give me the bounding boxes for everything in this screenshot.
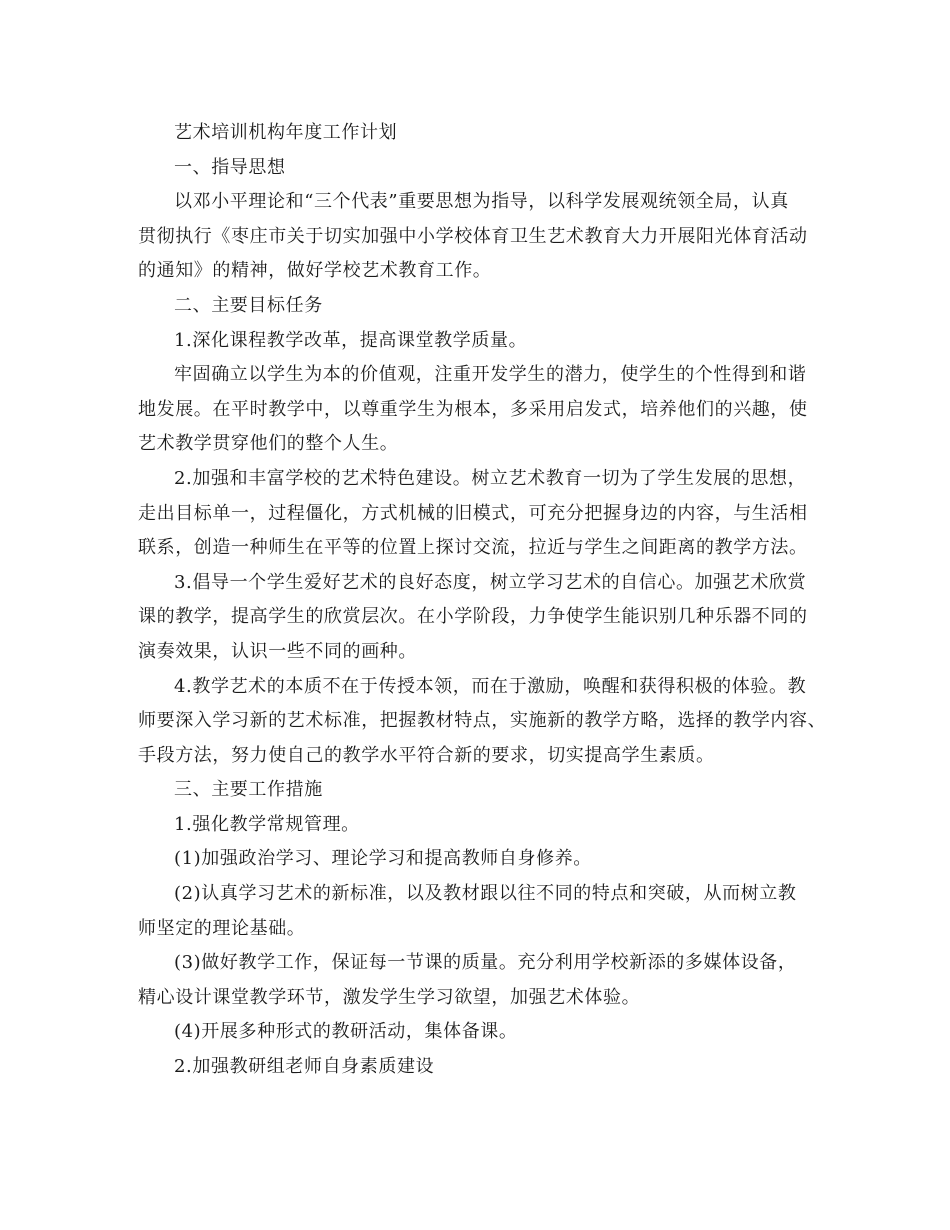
text-line: (1)加强政治学习、理论学习和提高教师自身修养。 bbox=[174, 848, 592, 870]
text-line: 的通知》的精神，做好学校艺术教育工作。 bbox=[138, 260, 492, 282]
text-line: 艺术教学贯穿他们的整个人生。 bbox=[138, 433, 399, 455]
text-line: 地发展。在平时教学中，以尊重学生为根本，多采用启发式，培养他们的兴趣，使 bbox=[138, 398, 808, 420]
text-line: 精心设计课堂教学环节，激发学生学习欲望，加强艺术体验。 bbox=[138, 986, 641, 1008]
text-line: 3.倡导一个学生爱好艺术的良好态度，树立学习艺术的自信心。加强艺术欣赏 bbox=[174, 571, 807, 593]
text-line: 课的教学，提高学生的欣赏层次。在小学阶段，力争使学生能识别几种乐器不同的 bbox=[138, 606, 808, 628]
text-line: 贯彻执行《枣庄市关于切实加强中小学校体育卫生艺术教育大力开展阳光体育活动 bbox=[138, 225, 808, 247]
text-line: 以邓小平理论和“三个代表”重要思想为指导，以科学发展观统领全局，认真 bbox=[174, 191, 789, 213]
text-line: 师要深入学习新的艺术标准，把握教材特点，实施新的教学方略，选择的教学内容、 bbox=[138, 710, 827, 732]
text-line: 1.深化课程教学改革，提高课堂教学质量。 bbox=[174, 329, 528, 351]
text-line: 联系，创造一种师生在平等的位置上探讨交流，拉近与学生之间距离的教学方法。 bbox=[138, 537, 808, 559]
text-line: 一、指导思想 bbox=[174, 156, 286, 178]
document-page bbox=[138, 116, 828, 1085]
text-line: 三、主要工作措施 bbox=[174, 779, 323, 801]
text-line: 手段方法，努力使自己的教学水平符合新的要求，切实提高学生素质。 bbox=[138, 744, 715, 766]
text-line: 二、主要目标任务 bbox=[174, 294, 323, 316]
text-line: (2)认真学习艺术的新标准，以及教材跟以往不同的特点和突破，从而树立教 bbox=[174, 883, 797, 905]
text-line: (3)做好教学工作，保证每一节课的质量。充分利用学校新添的多媒体设备， bbox=[174, 952, 797, 974]
text-line: 走出目标单一，过程僵化，方式机械的旧模式，可充分把握身边的内容，与生活相 bbox=[138, 502, 808, 524]
text-line: 2.加强教研组老师自身素质建设 bbox=[174, 1056, 435, 1078]
text-line: 2.加强和丰富学校的艺术特色建设。树立艺术教育一切为了学生发展的思想， bbox=[174, 467, 807, 489]
text-line: (4)开展多种形式的教研活动，集体备课。 bbox=[174, 1021, 518, 1043]
text-line: 4.教学艺术的本质不在于传授本领，而在于激励，唤醒和获得积极的体验。教 bbox=[174, 675, 807, 697]
text-line: 1.强化教学常规管理。 bbox=[174, 813, 360, 835]
text-line: 演奏效果，认识一些不同的画种。 bbox=[138, 640, 417, 662]
text-line: 师坚定的理论基础。 bbox=[138, 917, 306, 939]
text-line: 牢固确立以学生为本的价值观，注重开发学生的潜力，使学生的个性得到和谐 bbox=[174, 364, 807, 386]
document-title: 艺术培训机构年度工作计划 bbox=[174, 122, 398, 143]
